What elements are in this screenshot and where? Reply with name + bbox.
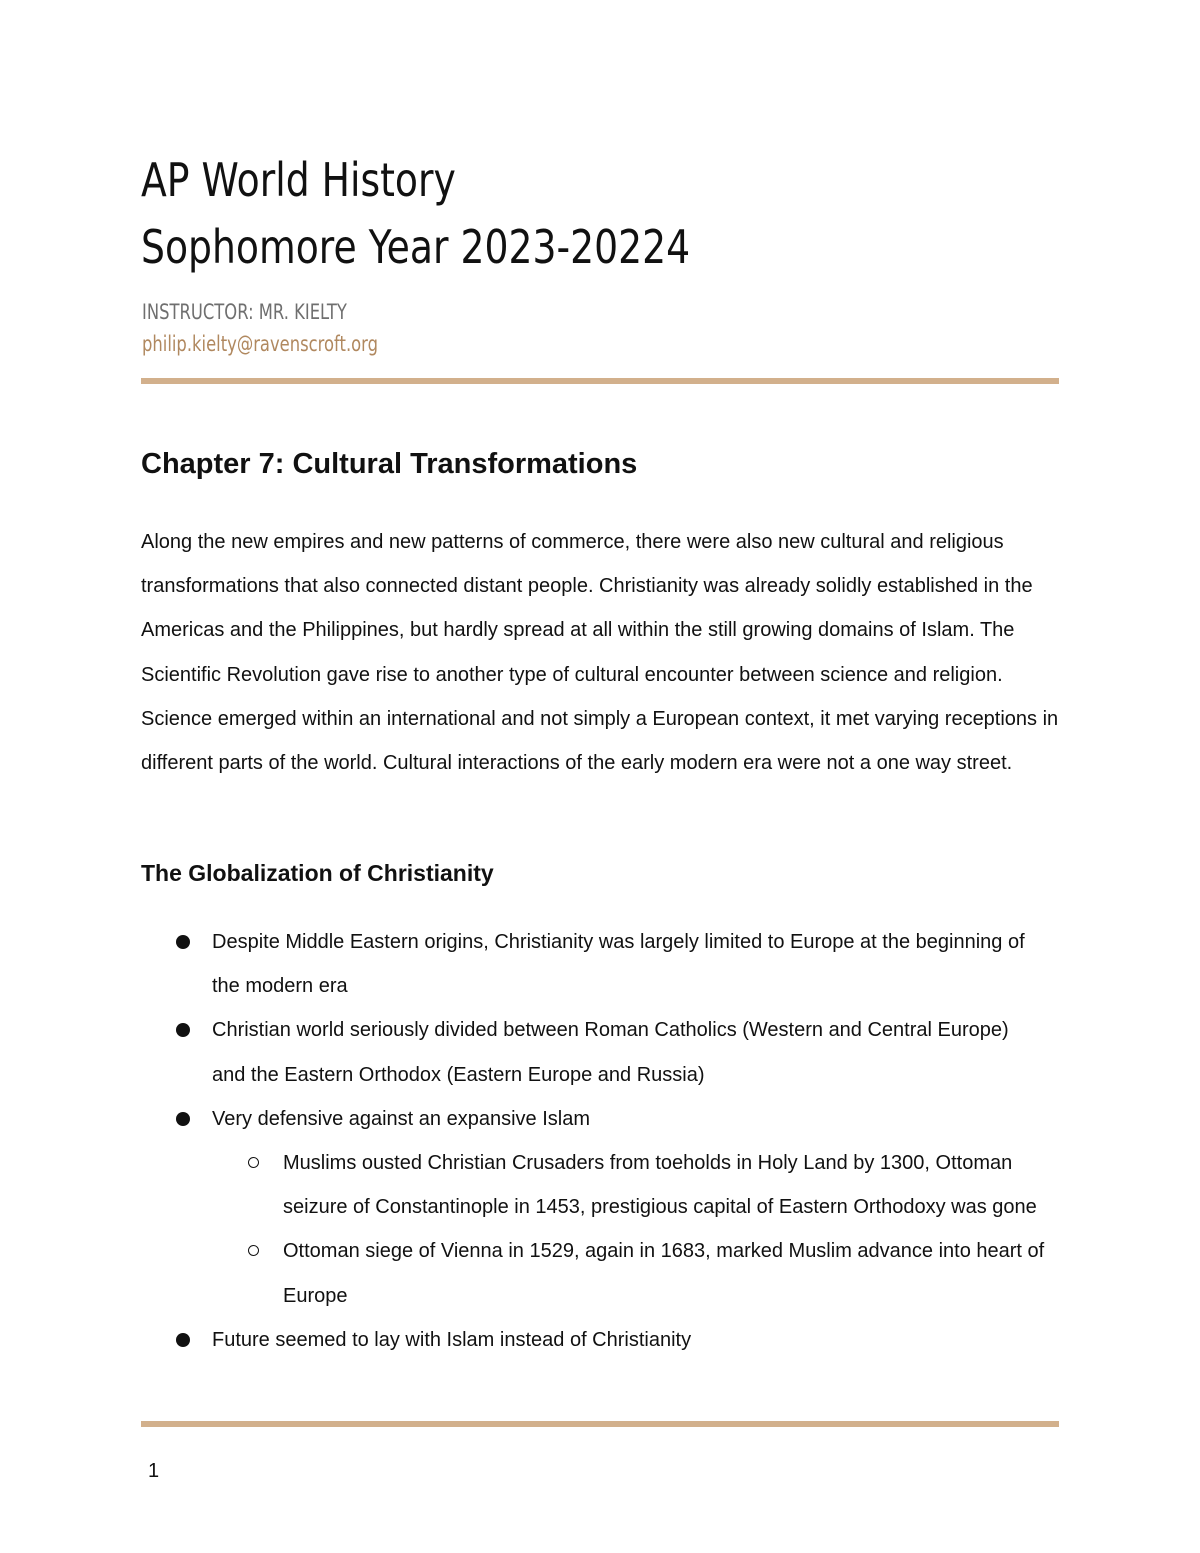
section-heading: The Globalization of Christianity [141,860,494,886]
list-item [212,920,1042,1008]
bullet-circle-icon [248,1245,259,1256]
list-item [212,1008,1042,1096]
page-number: 1 [148,1460,160,1482]
bullet-dot-icon [176,1112,190,1126]
header-divider [141,378,1059,384]
document-subtitle: Sophomore Year 2023-20224 [141,220,691,274]
sub-list-item-text: Muslims ousted Christian Crusaders from toeholds in Holy Land by 1300, Ottoman seizure of Constantinople in 1453, prestigious capital of Eastern Orthodoxy was gone [283,1152,1037,1219]
chapter-intro-paragraph: Along the new empires and new patterns of commerce, there were also new cultural and religious transformations that also connected distant people. Christianity was already solidly established in the Americas and the Philippines, but hardly spread at all within the still growing domains of Islam. The Scientific Revolution gave rise to another type of cultural encounter between science and religion. Science emerged within an international and not simply a European context, it met varying receptions in different parts of the world. Cultural interactions of the early modern era were not a one way street. [141,531,1059,775]
sub-list-item-text: Ottoman siege of Vienna in 1529, again in 1683, marked Muslim advance into heart of Europe [283,1240,1045,1307]
document-title: AP World History [141,153,456,207]
chapter-title: Chapter 7: Cultural Transformations [141,448,638,480]
list-item-text: Christian world seriously divided between Roman Catholics (Western and Central Europe) and the Eastern Orthodox (Eastern Europe and Russia) [212,1019,1009,1086]
bullet-dot-icon [176,935,190,949]
bullet-circle-icon [248,1157,259,1168]
bullet-list [0,920,1200,1362]
instructor-name: INSTRUCTOR: MR. KIELTY [142,300,347,324]
bullet-dot-icon [176,1023,190,1037]
instructor-email: philip.kielty@ravenscroft.org [142,332,379,356]
list-item [212,1318,1042,1362]
sub-list-item [283,1229,1073,1317]
list-item-text: Very defensive against an expansive Islam [212,1107,590,1130]
footer-divider [141,1421,1059,1427]
sub-list-item [283,1141,1073,1229]
list-item-text: Despite Middle Eastern origins, Christianity was largely limited to Europe at the beginning of the modern era [212,931,1025,998]
bullet-dot-icon [176,1333,190,1347]
list-item [212,1097,1042,1141]
list-item-text: Future seemed to lay with Islam instead of Christianity [212,1328,692,1351]
